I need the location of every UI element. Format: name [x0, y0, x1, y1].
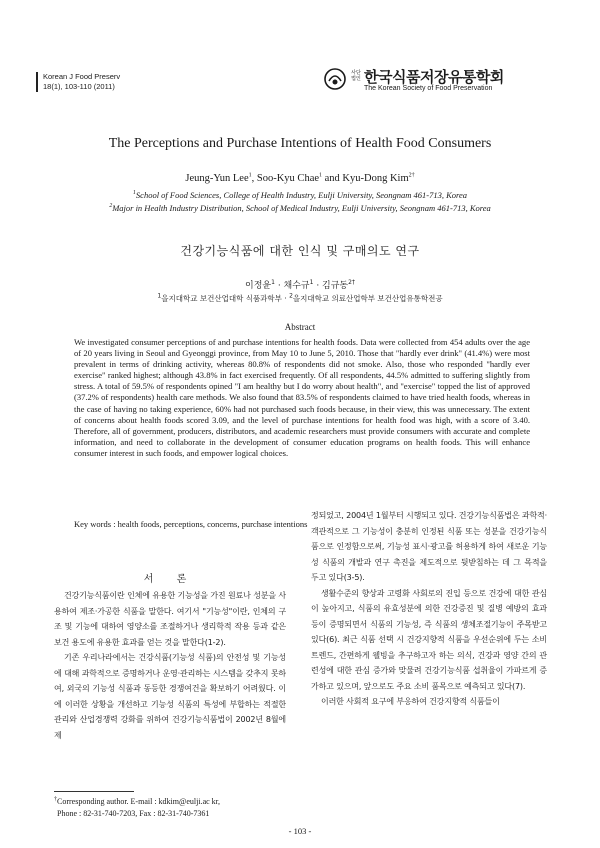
paragraph: 생활수준의 향상과 고령화 사회로의 진입 등으로 건강에 대한 관심이 높아지고, 식품의 유효성분에 의한 건강증진 및 질병 예방의 효과 등이 증명되면서 식품의 기능성, 즉 식품의 생체조절기능이 주목받고 있다(6). 최근 식품 선택 시 건강지향적 식품을 우선순위에 두는 소비 트렌드, 간편하게 웰빙을 추구하고자 하는 의식, 건강과 영양 간의 관련성에 대한 관심 증가와 맞물려 건강기능식품 섭취율이 가파르게 증가하고 있으며, 앞으로도 주요 소비 품목으로 예측되고 있다(7). — [311, 588, 547, 691]
korean-author-list — [0, 278, 600, 291]
footnote-phone: Phone : 82-31-740-7203, Fax : 82-31-740-7361 — [57, 809, 210, 818]
footnote-line-1 — [54, 796, 294, 808]
author-list — [0, 173, 600, 184]
affiliation-1-text: School of Food Sciences, College of Health Industry, Eulji University, Seongnam 461-713, Korea — [135, 190, 468, 200]
paragraph: 기존 우리나라에서는 건강식품(기능성 식품)의 안전성 및 기능성에 대해 과학적으로 증명하거나 운영·관리하는 시스템을 갖추지 못하여, 외국의 기능성 식품과 동등한 경쟁여건을 확보하기 어려웠다. 이에 이러한 상황을 개선하고 기능성 식품의 특성에 부합하는 적절한 관리와 산업경쟁력 강화를 위하여 건강기능식품법이 2002년 8월에 제 — [54, 653, 286, 740]
author-2-sup: 1 — [319, 172, 323, 179]
korean-affil-part-2: 을지대학교 의료산업학부 보건산업유통학전공 — [292, 294, 443, 303]
korean-author-2: · 채수규 — [274, 281, 310, 291]
journal-volume: 18(1), 103-110 (2011) — [43, 82, 115, 91]
society-name-en: The Korean Society of Food Preservation — [364, 85, 493, 92]
korean-author-1-sup: 1 — [271, 279, 275, 286]
paragraph: 정되었고, 2004년 1월부터 시행되고 있다. 건강기능식품법은 과학적·객관적으로 그 기능성이 충분히 인정된 식품 또는 성분을 건강기능식품으로 인정함으로써, 기능성 표시·광고를 허용하게 하여 새로운 기능성 식품의 개발과 연구 촉진을 제도적으로 뒷받침하는 데 그 목적을 두고 있다(3-5). — [311, 511, 547, 582]
author-3: and Kyu-Dong Kim — [322, 173, 409, 184]
author-1-sup: 1 — [248, 172, 252, 179]
author-3-sup: 2† — [408, 172, 415, 179]
society-name-ko: 한국식품저장유통학회 — [364, 68, 504, 86]
korean-author-3-sup: 2† — [348, 279, 355, 286]
affiliation-2 — [0, 203, 600, 213]
korean-affil-sup-2: 2 — [289, 292, 293, 300]
society-header — [324, 66, 554, 96]
author-2: , Soo-Kyu Chae — [251, 173, 320, 184]
paragraph: 건강기능식품이란 인체에 유용한 기능성을 가진 원료나 성분을 사용하여 제조·가공한 식품을 말한다. 여기서 "기능성"이란, 인체의 구조 및 기능에 대하여 영양소를 조절하거나 생리학적 작용 등과 같은 보건 용도에 유용한 효과를 얻는 것을 말한다(1-2). — [54, 591, 286, 647]
author-1: Jeung-Yun Lee — [185, 173, 249, 184]
footnote-corresponding: Corresponding author. E-mail : kdkim@eulji.ac kr, — [57, 797, 221, 806]
page-number: - 103 - — [288, 826, 312, 836]
korean-author-3: · 김규동 — [313, 281, 349, 291]
society-since: 사단법인 — [351, 70, 361, 82]
affiliation-2-sup: 2 — [109, 203, 113, 210]
paper-title: The Perceptions and Purchase Intentions of Health Food Consumers — [108, 136, 492, 151]
affiliation-1 — [0, 190, 600, 200]
section-heading-introduction: 서 론 — [143, 574, 197, 585]
korean-author-1: 이정윤 — [245, 281, 272, 291]
korean-author-2-sup: 1 — [309, 279, 314, 286]
affiliation-2-text: Major in Health Industry Distribution, School of Medical Industry, Eulji University, Seongnam 461-713, Korea — [112, 203, 491, 213]
right-column — [311, 508, 547, 710]
journal-citation — [36, 72, 120, 92]
journal-name: Korean J Food Preserv — [43, 72, 121, 81]
korean-affiliation — [0, 293, 600, 304]
abstract-heading: Abstract — [284, 322, 316, 332]
left-column — [54, 588, 286, 743]
society-logo-icon — [324, 68, 346, 90]
korean-title: 건강기능식품에 대한 인식 및 구매의도 연구 — [180, 244, 420, 258]
abstract-body: We investigated consumer perceptions of and purchase intentions for health foods. Data were collected from 454 adults over the age of 20 years living in Seoul and Gyeonggi province, from May 10 to June 5, 2010. Those that "hardly ever drink" (41.4%) were most prevalent in terms of drinking activity, whereas 80.8% of respondents did not smoke. Also, those who responded "hardly ever exercise" ranked highest; although 43.8% in fact exercised frequently. Of all respondents, 44.5% admitted to suffering slightly from stress. A total of 59.5% of respondents opined "I am healthy but I do worry about health", and "exercise" topped the list of approved (37.2% of respondents) health care methods. We also found that 83.5% of respondents claimed to have tried health foods, whereas in the case of having no taking experience, 60% had not purchased such foods because, in their view, this was unnecessary. The extent of concerns about health foods scored 3.09, and the level of purchase intentions for health food was high, with a score of 3.40. Therefore, all of government, producers, distributors, and academic researchers must provide consumers with accurate and complete information, and need to collaborate in the development of consumer education programs on health foods. This will enhance consumer interest in such foods, and empower logical choices. — [74, 337, 530, 458]
korean-affil-sup-1: 1 — [157, 292, 162, 300]
footnote-mark: † — [54, 796, 57, 803]
paragraph: 이러한 사회적 요구에 부응하여 건강지향적 식품들이 — [321, 697, 500, 706]
keywords: Key words : health foods, perceptions, concerns, purchase intentions — [74, 519, 308, 529]
footnote — [54, 796, 294, 820]
footnote-rule — [54, 791, 134, 792]
korean-affil-part-1: 을지대학교 보건산업대학 식품과학부 · — [161, 294, 290, 303]
affiliation-1-sup: 1 — [132, 190, 136, 197]
